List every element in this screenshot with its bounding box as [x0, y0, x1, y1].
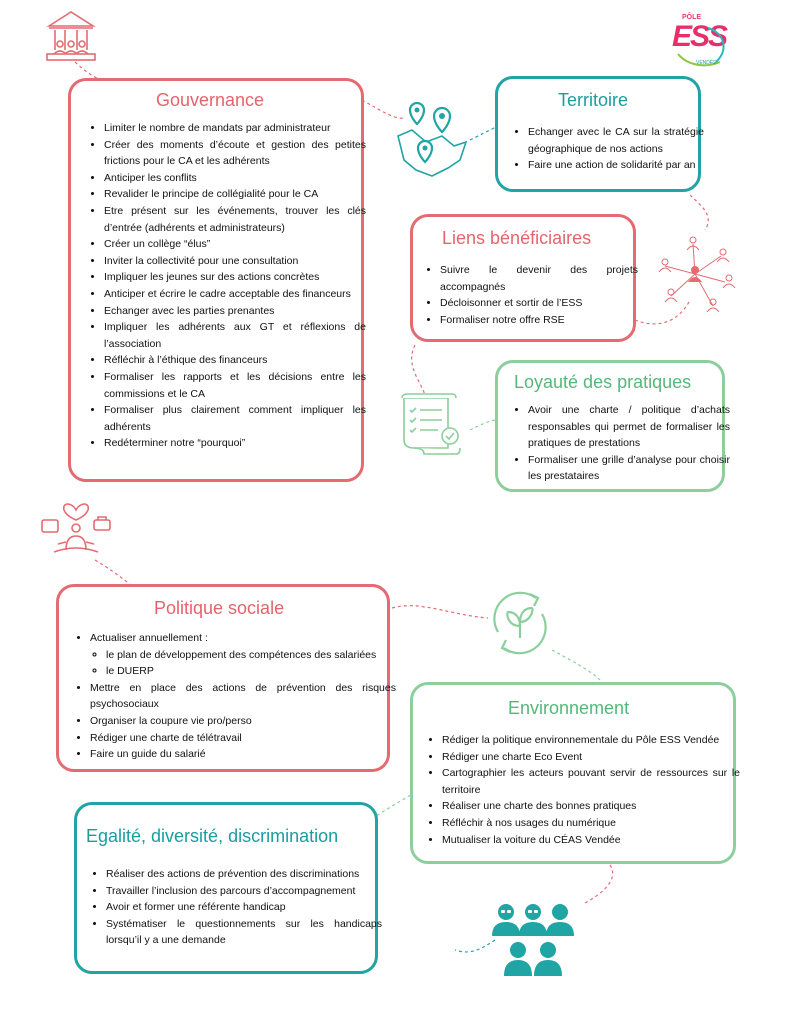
list-item: • Créer des moments d’écoute et gestion des petites frictions pour le CA et les adhérents: [104, 137, 366, 170]
list-item: • Limiter le nombre de mandats par administrateur: [104, 120, 366, 137]
list-item: • Faire une action de solidarité par an: [528, 157, 704, 174]
list-item: • Créer un collège “élus”: [104, 236, 366, 253]
list-item: • Réaliser une charte des bonnes pratiques: [442, 798, 740, 815]
list-item: • Travailler l’inclusion des parcours d’accompagnement: [106, 883, 382, 900]
list-item: • Anticiper et écrire le cadre acceptable des financeurs: [104, 286, 366, 303]
politique-list: [74, 630, 396, 763]
sub-list-item: ◦ le DUERP: [106, 663, 396, 680]
list-item: • Mutualiser la voiture du CÉAS Vendée: [442, 832, 740, 849]
gouvernance-list: [88, 120, 366, 452]
list-item: • Impliquer les jeunes sur des actions concrètes: [104, 269, 366, 286]
list-item: • Formaliser une grille d’analyse pour choisir les prestataires: [528, 452, 730, 485]
list-item: • Rédiger une charte Eco Event: [442, 749, 740, 766]
liens-list: [424, 262, 638, 328]
list-item: • Avoir une charte / politique d’achats responsables qui permet de formaliser les pratiques de prestations: [528, 402, 730, 452]
pole-ess-logo: [668, 14, 738, 72]
checklist-document-icon: [398, 392, 466, 462]
environnement-list: [426, 732, 740, 848]
institution-icon: [45, 8, 97, 64]
gouvernance-title: Gouvernance: [150, 90, 270, 111]
list-item-text: Actualiser annuellement :: [90, 632, 208, 644]
team-people-icon: [490, 900, 576, 980]
list-item: • Avoir et former une référente handicap: [106, 899, 382, 916]
logo-sub-text: VENDÉE: [696, 60, 717, 66]
territoire-title: Territoire: [552, 90, 634, 111]
list-item: • Décloisonner et sortir de l’ESS: [440, 295, 638, 312]
egalite-list: [90, 866, 382, 949]
sub-list-item: ◦ le plan de développement des compétences des salariées: [106, 647, 396, 664]
list-item: • Rédiger une charte de télétravail: [90, 730, 396, 747]
liens-title: Liens bénéficiaires: [436, 228, 597, 249]
list-item: • Impliquer les adhérents aux GT et réflexions de l’association: [104, 319, 366, 352]
egalite-title: Egalité, diversité, discrimination: [80, 826, 344, 847]
list-item: • Echanger avec le CA sur la stratégie géographique de nos actions: [528, 124, 704, 157]
politique-title: Politique sociale: [148, 598, 290, 619]
list-item: • Etre présent sur les événements, trouver les clés d’entrée (adhérents et administrateurs): [104, 203, 366, 236]
list-item: • Cartographier les acteurs pouvant servir de ressources sur le territoire: [442, 765, 740, 798]
network-people-icon: [655, 232, 741, 318]
list-item: • Systématiser le questionnements sur les handicaps lorsqu’il y a une demande: [106, 916, 382, 949]
list-item: • Echanger avec les parties prenantes: [104, 303, 366, 320]
logo-top-text: PÔLE: [682, 14, 702, 21]
list-item: [90, 630, 396, 680]
sub-list: [90, 647, 396, 680]
list-item: • Inviter la collectivité pour une consultation: [104, 253, 366, 270]
list-item: • Faire un guide du salarié: [90, 746, 396, 763]
loyaute-list: [512, 402, 730, 485]
territoire-list: [512, 124, 704, 174]
wellbeing-icon: [36, 494, 116, 564]
environnement-title: Environnement: [502, 698, 635, 719]
list-item: • Réaliser des actions de prévention des discriminations: [106, 866, 382, 883]
list-item: • Mettre en place des actions de prévention des risques psychosociaux: [90, 680, 396, 713]
list-item: • Suivre le devenir des projets accompagnés: [440, 262, 638, 295]
list-item: • Anticiper les conflits: [104, 170, 366, 187]
list-item: • Rédiger la politique environnementale du Pôle ESS Vendée: [442, 732, 740, 749]
list-item: • Formaliser notre offre RSE: [440, 312, 638, 329]
list-item: • Revalider le principe de collégialité pour le CA: [104, 186, 366, 203]
logo-main-text: ESS: [672, 20, 727, 53]
list-item: • Formaliser plus clairement comment impliquer les adhérents: [104, 402, 366, 435]
list-item: • Redéterminer notre “pourquoi”: [104, 435, 366, 452]
eco-cycle-icon: [486, 586, 554, 660]
list-item: • Réfléchir à nos usages du numérique: [442, 815, 740, 832]
list-item: • Formaliser les rapports et les décisions entre les commissions et le CA: [104, 369, 366, 402]
loyaute-title: Loyauté des pratiques: [508, 372, 697, 393]
list-item: • Réfléchir à l’éthique des financeurs: [104, 352, 366, 369]
map-pins-icon: [392, 102, 474, 182]
list-item: • Organiser la coupure vie pro/perso: [90, 713, 396, 730]
